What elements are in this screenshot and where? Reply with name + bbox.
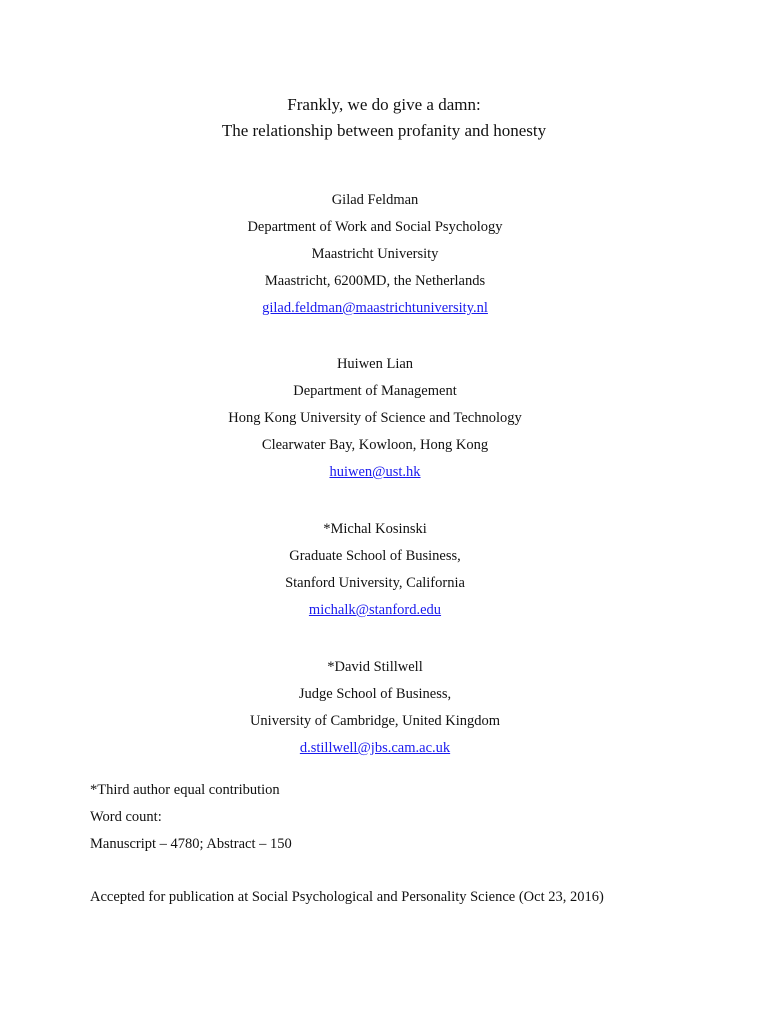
author-affiliation-line: Hong Kong University of Science and Technology <box>228 410 522 426</box>
author-name: Huiwen Lian <box>336 356 414 372</box>
author-affiliation-line: Graduate School of Business, <box>289 548 461 564</box>
word-count-label: Word count: <box>90 809 162 825</box>
acceptance-note: Accepted for publication at Social Psychological and Personality Science (Oct 23, 2016) <box>90 889 604 905</box>
author-name: *David Stillwell <box>327 659 423 675</box>
notes-block <box>90 777 292 858</box>
author-email-link[interactable]: gilad.feldman@maastrichtuniversity.nl <box>262 300 488 316</box>
author-name: Gilad Feldman <box>331 192 419 208</box>
author-affiliation-line: Maastricht, 6200MD, the Netherlands <box>264 273 486 289</box>
author-email-link[interactable]: huiwen@ust.hk <box>329 464 421 480</box>
author-email-link[interactable]: michalk@stanford.edu <box>308 602 442 618</box>
author-name: *Michal Kosinski <box>323 521 427 537</box>
author-affiliation-line: Department of Work and Social Psychology <box>247 219 503 235</box>
author-email-link[interactable]: d.stillwell@jbs.cam.ac.uk <box>299 740 451 756</box>
author-affiliation-line: Department of Management <box>293 383 457 399</box>
author-affiliation-line: Judge School of Business, <box>298 686 452 702</box>
paper-title-line-1: Frankly, we do give a damn: <box>287 95 481 114</box>
author-affiliation-line: Maastricht University <box>311 246 439 262</box>
author-block-lian <box>0 351 750 486</box>
author-block-kosinski <box>0 516 750 624</box>
author-block-stillwell <box>0 654 750 762</box>
author-affiliation-line: University of Cambridge, United Kingdom <box>249 713 501 729</box>
word-count-value: Manuscript – 4780; Abstract – 150 <box>90 836 292 852</box>
paper-title-line-2: The relationship between profanity and honesty <box>221 121 547 140</box>
author-block-feldman <box>0 187 750 322</box>
author-affiliation-line: Clearwater Bay, Kowloon, Hong Kong <box>261 437 489 453</box>
author-affiliation-line: Stanford University, California <box>285 575 465 591</box>
paper-title <box>0 92 768 144</box>
equal-contribution-note: *Third author equal contribution <box>90 782 280 798</box>
